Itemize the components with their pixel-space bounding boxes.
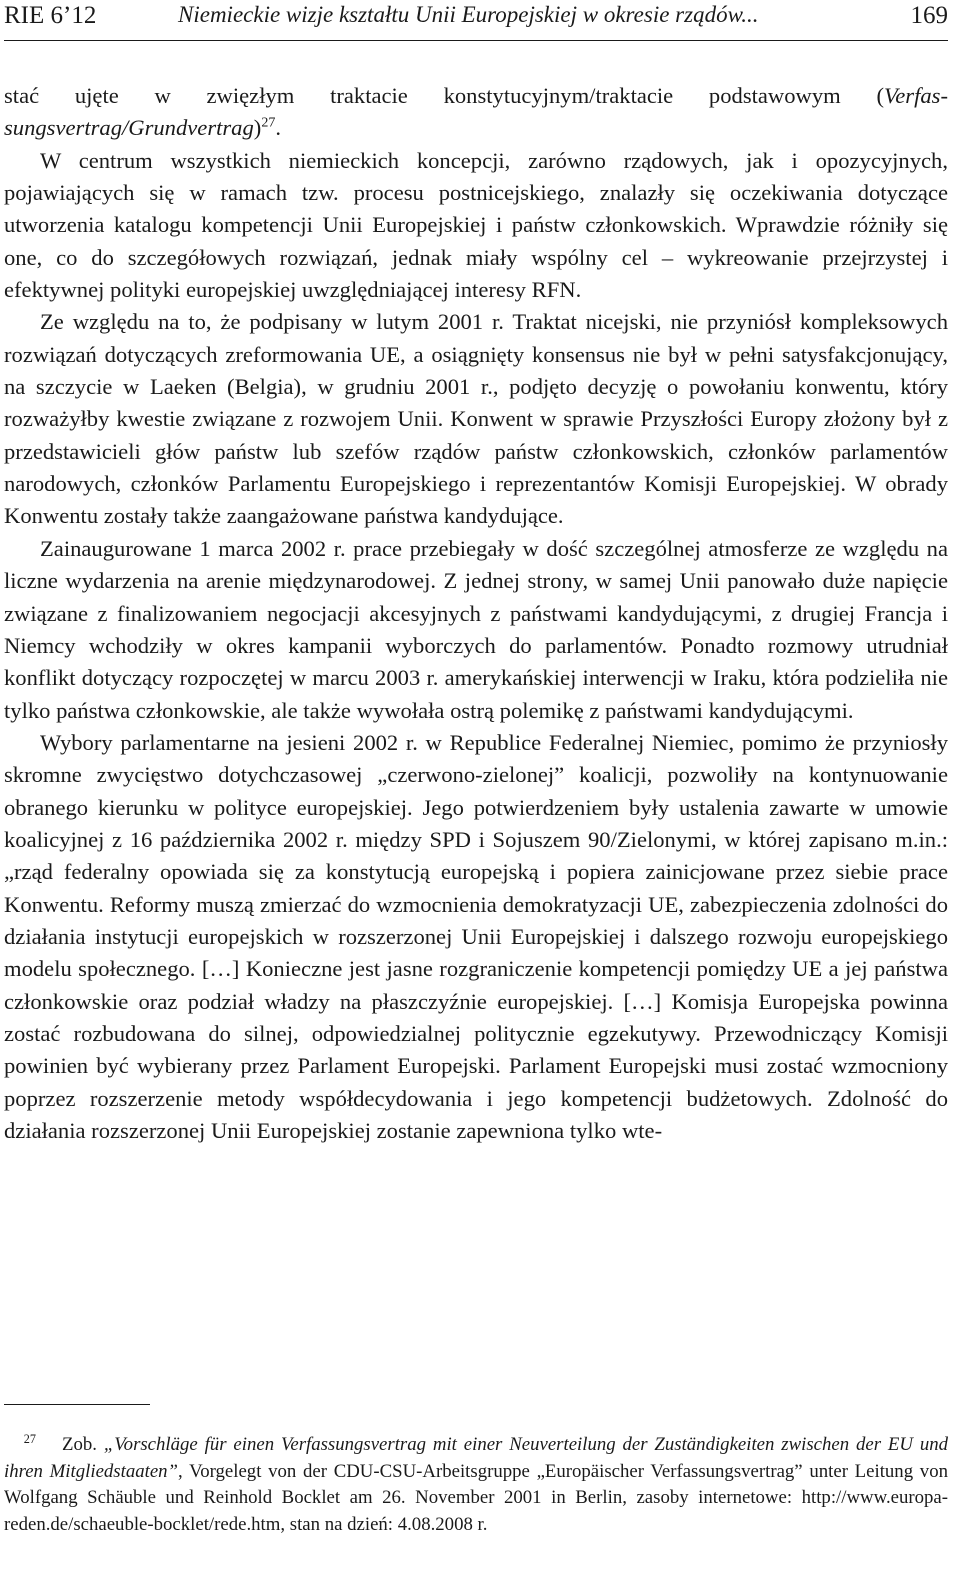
footnote-details: , Vorgelegt von der CDU-CSU-Arbeitsgruppe „Europäischer Verfassungsvertrag” unter Leitung von Wolfgang Schäuble und Reinhold Bocklet am 26. November 2001 in Berlin, zasoby internetowe: (4, 1460, 948, 1509)
paragraph-1-text: stać ujęte w zwięzłym traktacie konstytucyjnym/traktacie podstawowym ( (4, 83, 884, 108)
footnote-cited-title: „Vorschläge für einen Verfassungsvertrag mit einer Neuverteilung der Zuständigkeiten zwischen der EU und ihren Mitgliedstaaten” (4, 1434, 948, 1482)
footnote-prefix: Zob. (62, 1434, 104, 1455)
footnote-27: 27 Zob. „Vorschläge für einen Verfassungsvertrag mit einer Neuverteilung der Zuständigkeiten zwischen der EU und ihren Mitgliedstaaten”, Vorgelegt von der CDU-CSU-Arbeitsgruppe „Europäischer Verfassungsvertrag” unter Leitung von Wolfgang Schäuble und Reinhold Bocklet am 26. November 2001 in Berlin, zasoby internetowe: http://www.europa-reden.de/schaeuble-bocklet/rede.htm, stan na dzień: 4.08.2008 r. (4, 1431, 948, 1535)
paragraph-4: Zainaugurowane 1 marca 2002 r. prace przebiegały w dość szczególnej atmosferze ze względu na liczne wydarzenia na arenie międzynarodowej. Z jednej strony, w samej Unii panowało duże napięcie związane z finalizowaniem negocjacji akcesyjnych z państwami kandydującymi, z drugiej Francja i Niemcy wchodziły w okres kampanii wyborczych do parlamentów. Ponadto rozmowy utrudniał konflikt dotyczący rozpoczętej w marcu 2003 r. amerykańskiej interwencji w Iraku, która podzieliła nie tylko państwa członkowskie, ale także wywołała ostrą polemikę z państwami kandydującymi. (4, 535, 948, 723)
footnote-divider (4, 1404, 150, 1405)
running-title: Niemieckie wizje kształtu Unii Europejskiej w okresie rządów... (178, 2, 759, 27)
paragraph-2: W centrum wszystkich niemieckich koncepcji, zarówno rządowych, jak i opozycyjnych, pojawiających się w ramach tzw. procesu postnicejskiego, znalazły się oczekiwania dotyczące utworzenia katalogu kompetencji Unii Europejskiej i państw członkowskich. Wprawdzie różniły się one, co do szczegółowych rozwiązań, jednak miały wspólny cel – wykreowanie przejrzystej i efektywnej polityki europejskiej uwzględniającej interesy RFN. (4, 147, 948, 303)
paragraph-1 (4, 80, 948, 145)
page-number: 169 (910, 2, 948, 29)
running-header (4, 0, 948, 41)
paragraph-1-close: ) (253, 115, 262, 141)
term-verfassungsvertrag: Verfassungsvertrag/Grundvertrag (4, 83, 948, 141)
main-text (4, 80, 948, 1147)
footnote-access-date: , stan na dzień: 4.08.2008 r. (280, 1513, 488, 1535)
paragraph-3: Ze względu na to, że podpisany w lutym 2001 r. Traktat nicejski, nie przyniósł kompleksowych rozwiązań dotyczących zreformowania UE, a osiągnięty konsensus nie był w pełni satysfakcjonujący, na szczycie w Laeken (Belgia), w grudniu 2001 r., podjęto decyzję o powołaniu konwentu, który rozważyłby kwestie związane z rozwojem Unii. Konwent w sprawie Przyszłości Europy złożony był z przedstawicieli głów państw lub szefów rządów państw członkowskich, członków parlamentów narodowych, członków Parlamentu Europejskiego i reprezentantów Komisji Europejskiej. W obrady Konwentu zostały także zaangażowane państwa kandydujące. (4, 309, 948, 529)
footnote-ref-27[interactable]: 27 (261, 115, 276, 131)
paragraph-5: Wybory parlamentarne na jesieni 2002 r. w Republice Federalnej Niemiec, pomimo że przyniosły skromne zwycięstwo dotychczasowej „czerwono-zielonej” koalicji, pozwoliły na kontynuowanie obranego kierunku w polityce europejskiej. Jego potwierdzeniem były ustalenia zawarte w umowie koalicyjnej z 16 października 2002 r. między SPD i Sojuszem 90/Zielonymi, w której zapisano m.in.: „rząd federalny opowiada się za konstytucją europejską i popiera zainicjowane przez siebie prace Konwentu. Reformy muszą zmierzać do wzmocnienia demokratyzacji UE, zabezpieczenia zdolności do działania instytucji europejskich w rozszerzonej Unii Europejskiej i dalszego rozwoju europejskiego modelu społecznego. […] Konieczne jest jasne rozgraniczenie kompetencji pomiędzy UE a jej państwa członkowskie oraz podział władzy na płaszczyźnie europejskiej. […] Komisja Europejska powinna zostać rozbudowana do silnej, odpowiedzialnej politycznie egzekutywy. Przewodniczący Komisji powinien być wybierany przez Parlament Europejski. Parlament Europejski musi zostać wzmocniony poprzez rozszerzenie metody współdecydowania i jego kompetencji budżetowych. Zdolność do działania rozszerzonej Unii Europejskiej zostanie zapewniona tylko wte- (4, 729, 948, 1143)
journal-issue: RIE 6’12 (4, 2, 97, 29)
footnote-url-link[interactable]: http://www.europa-reden.de/schaeuble-bocklet/rede.htm (4, 1487, 948, 1535)
paragraph-1-end: . (275, 115, 281, 141)
